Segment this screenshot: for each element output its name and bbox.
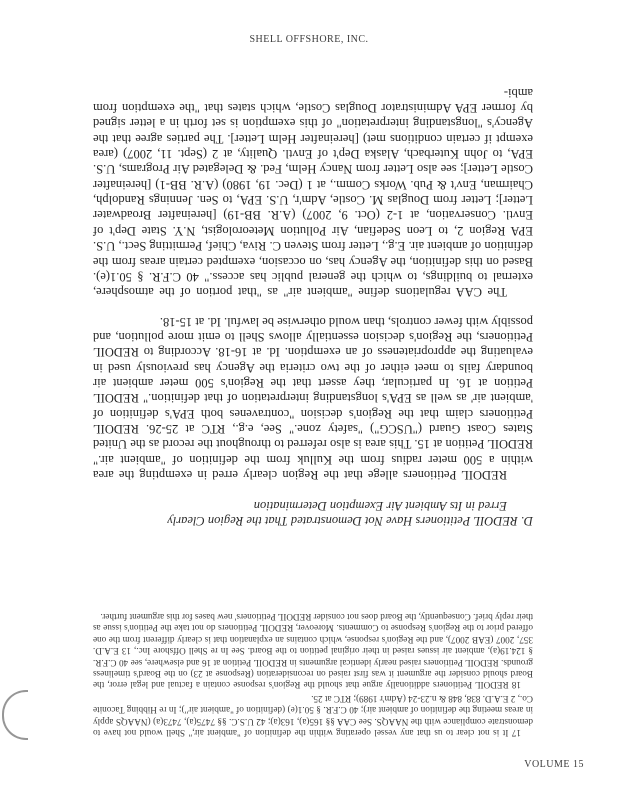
section-heading-line-2: Erred in Its Ambient Air Exemption Determination <box>253 499 507 513</box>
body-paragraph-1: REDOIL Petitioners allege that the Region clearly erred in exempting the area within a 500 meter radius from the Kulluk from the definition of "ambient air." REDOIL Petition at 15. This area is also referred to throughout the record as the United States Coast Guard ("USCG") "safety zone." See, e.g., RTC at 25-26. REDOIL Petitioners claim that the Region's decision "contravenes both EPA's definition of 'ambient air' as well as EPA's longstanding interpretation of that definition." REDOIL Petition at 16. In particular, they assert that the Region's 500 meter ambient air boundary fails to meet either of the two criteria the Agency has previously used in evaluating the appropriateness of an exemption. Id. at 16-18. According to REDOIL Petitioners, the Region's decision essentially allows Shell to emit more pollution, and possibly with fewer controls, than would otherwise be lawful. Id. at 15-18. <box>93 314 533 482</box>
section-heading-line-1: D. REDOIL Petitioners Have Not Demonstrated That the Region Clearly <box>167 514 533 528</box>
section-heading <box>93 498 533 528</box>
body-text <box>93 70 533 482</box>
body-paragraph-2: The CAA regulations define "ambient air" as "that portion of the atmosphere, external to buildings, to which the general public has access." 40 C.F.R. § 50.1(e). Based on this definition, the Agency has, on occasion, exempted certain areas from the definition of ambient air. E.g., Letter from Steven C. Riva, Chief, Permitting Sect., U.S. EPA Region 2, to Leon Sedefian, Air Pollution Meteorologist, N.Y. State Dep't of Envtl. Conservation, at 1-2 (Oct. 9, 2007) (A.R. BB-19) [hereinafter Broadwater Letter]; Letter from Douglas M. Costle, Adm'r, U.S. EPA, to Sen. Jennings Randolph, Chairman, Env't & Pub. Works Comm., at 1 (Dec. 19, 1980) (A.R. BB-1) [hereinafter Costle Letter]; see also Letter from Nancy Helm, Fed. & Delegated Air Programs, U.S. EPA, to John Kuterbach, Alaska Dep't of Envtl. Quality, at 2 (Sept. 11, 2007) (area exempt if certain conditions met) [hereinafter Helm Letter]. The parties agree that the Agency's "longstanding interpretation" of this exemption is set forth in a letter signed by former EPA Administrator Douglas Costle, which states that "the exemption from ambi- <box>93 85 533 300</box>
running-header: SHELL OFFSHORE, INC. <box>249 34 369 45</box>
volume-label: VOLUME 15 <box>524 759 584 770</box>
footnote-17: 17 It is not clear to us that any vessel operating within the definition of "ambient air," Shell would not have to demonstrate compliance with the NAAQS. See CAA §§ 165(a), 163(a); 42 U.S.C. §§ 7475(a), 7473(a) (NAAQS apply in areas meeting the definition of ambient air); 40 C.F.R. § 50.1(e) (definition of "ambient air"); In re Hibbing Taconite Co., 2 E.A.D. 838, 848 & n.23-24 (Adm'r 1989); RTC at 25. <box>93 693 533 738</box>
footnotes <box>93 609 533 738</box>
footnote-18: 18 REDOIL Petitioners additionally argue that should the Region's response contain a factual and legal error, the Board should consider the argument it was first raised on reconsideration (Response at 23) on the Board's timeliness grounds. REDOIL Petitioners raised nearly identical arguments in REDOIL Petition at 16 and elsewhere, see 40 C.F.R. § 124.19(a), ambient air issues raised in their original petition to the Board. See In re Shell Offshore Inc., 13 E.A.D. 357, 2007 (EAB 2007), and the Region's response, which contains an explanation that is clearly different from the one offered prior to the Region's Response to Comments. Moreover, REDOIL Petitioners do not take the Petition's issue as their reply brief. Consequently, the Board does not consider REDOIL Petitioners' new bases for this argument further. <box>93 611 533 691</box>
